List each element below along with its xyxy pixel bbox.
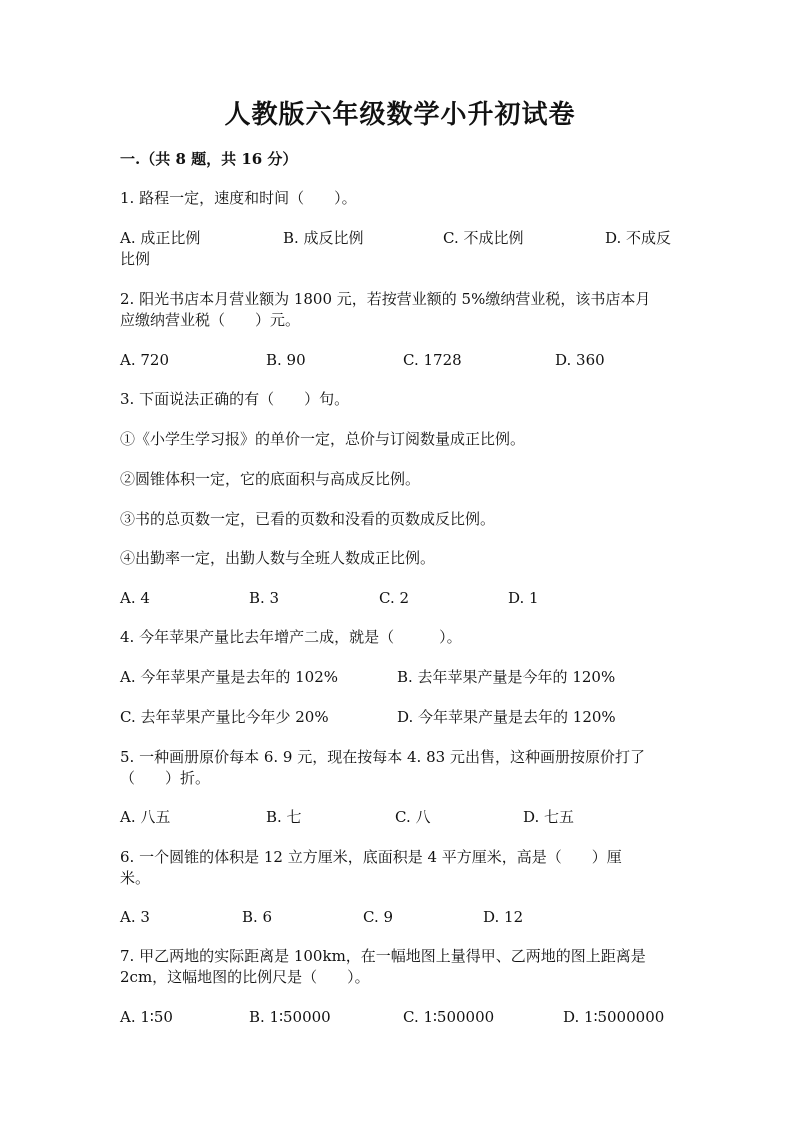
q3-statement-3: ③书的总页数一定，已看的页数和没看的页数成反比例。: [120, 510, 496, 528]
question-3-stem: 3. 下面说法正确的有（ ）句。: [120, 390, 350, 408]
q7-option-c: C. 1∶500000: [403, 1008, 495, 1026]
q3-statement-1: ①《小学生学习报》的单价一定，总价与订阅数量成正比例。: [120, 430, 526, 448]
question-5-stem-line2: （ ）折。: [120, 769, 211, 787]
q3-option-a: A. 4: [120, 589, 150, 607]
question-6-stem-line1: 6. 一个圆锥的体积是 12 立方厘米，底面积是 4 平方厘米，高是（ ）厘: [120, 848, 622, 866]
q5-option-a: A. 八五: [120, 808, 171, 826]
q3-option-c: C. 2: [379, 589, 410, 607]
q1-option-d-wrap: 比例: [120, 250, 151, 268]
q1-option-c: C. 不成比例: [443, 229, 524, 247]
question-5-stem-line1: 5. 一种画册原价每本 6. 9 元，现在按每本 4. 83 元出售，这种画册按原价打了: [120, 748, 645, 766]
q2-option-b: B. 90: [266, 351, 306, 369]
q6-option-d: D. 12: [483, 908, 524, 926]
q2-option-c: C. 1728: [403, 351, 462, 369]
question-1-stem: 1. 路程一定，速度和时间（ ）。: [120, 189, 357, 207]
q2-option-a: A. 720: [120, 351, 169, 369]
q3-option-b: B. 3: [249, 589, 280, 607]
page-title: 人教版六年级数学小升初试卷: [224, 100, 576, 130]
q4-option-c: C. 去年苹果产量比今年少 20%: [120, 708, 329, 726]
question-4-stem: 4. 今年苹果产量比去年增产二成，就是（ ）。: [120, 628, 462, 646]
question-7-stem-line1: 7. 甲乙两地的实际距离是 100km，在一幅地图上量得甲、乙两地的图上距离是: [120, 947, 646, 965]
q3-option-d: D. 1: [508, 589, 539, 607]
q7-option-d: D. 1∶5000000: [563, 1008, 665, 1026]
q3-statement-2: ②圆锥体积一定，它的底面积与高成反比例。: [120, 470, 421, 488]
section-heading: 一.（共 8 题，共 16 分）: [120, 150, 298, 168]
q6-option-a: A. 3: [120, 908, 150, 926]
q5-option-d: D. 七五: [523, 808, 575, 826]
q4-option-a: A. 今年苹果产量是去年的 102%: [120, 668, 339, 686]
q4-option-d: D. 今年苹果产量是去年的 120%: [397, 708, 616, 726]
q1-option-d: D. 不成反: [605, 229, 672, 247]
question-2-stem-line2: 应缴纳营业税（ ）元。: [120, 311, 301, 329]
q6-option-c: C. 9: [363, 908, 394, 926]
q5-option-c: C. 八: [395, 808, 431, 826]
q3-statement-4: ④出勤率一定，出勤人数与全班人数成正比例。: [120, 549, 436, 567]
question-6-stem-line2: 米。: [120, 869, 151, 887]
q5-option-b: B. 七: [266, 808, 302, 826]
question-7-stem-line2: 2cm，这幅地图的比例尺是（ ）。: [120, 968, 370, 986]
q6-option-b: B. 6: [242, 908, 273, 926]
q2-option-d: D. 360: [555, 351, 605, 369]
question-2-stem-line1: 2. 阳光书店本月营业额为 1800 元，若按营业额的 5%缴纳营业税，该书店本月: [120, 290, 651, 308]
q7-option-a: A. 1∶50: [120, 1008, 173, 1026]
q4-option-b: B. 去年苹果产量是今年的 120%: [397, 668, 616, 686]
q7-option-b: B. 1∶50000: [249, 1008, 331, 1026]
q1-option-a: A. 成正比例: [120, 229, 201, 247]
q1-option-b: B. 成反比例: [283, 229, 364, 247]
